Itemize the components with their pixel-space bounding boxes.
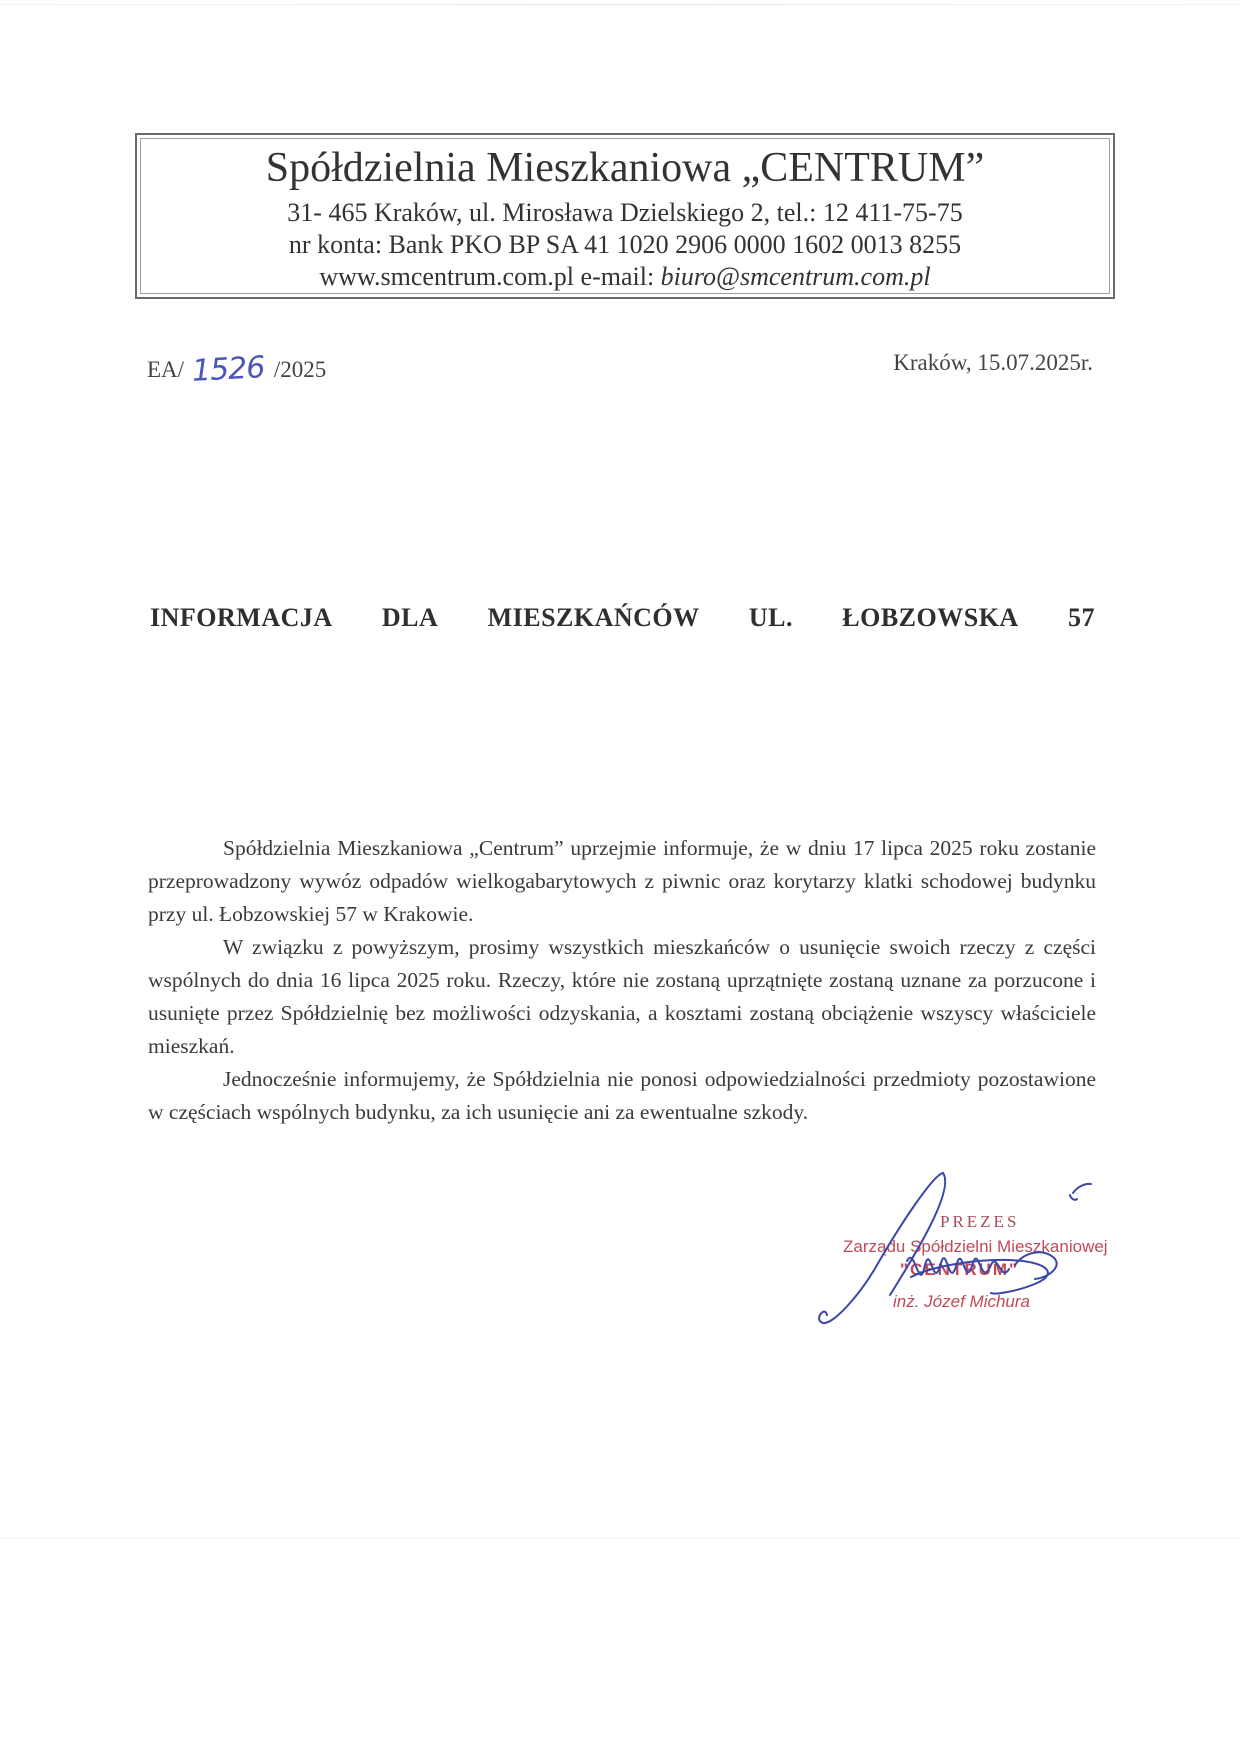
document-heading (150, 603, 1095, 633)
bank-account: nr konta: Bank PKO BP SA 41 1020 2906 0000 1602 0013 8255 (288, 230, 962, 259)
organization-address: 31- 465 Kraków, ul. Mirosława Dzielskiego 2, tel.: 12 411-75-75 (287, 198, 963, 227)
website-link[interactable]: www.smcentrum.com.pl (319, 262, 575, 291)
handwritten-signature (815, 1165, 1135, 1335)
stamp-title: PREZES (940, 1212, 1020, 1231)
body-paragraph: Jednocześnie informujemy, że Spółdzielnia nie ponosi odpowiedzialności przedmioty pozostawione w częściach wspólnych budynku, za ich usunięcie ani za ewentualne szkody. (148, 1067, 1096, 1124)
contact-line (137, 262, 1113, 292)
letterhead (135, 133, 1115, 299)
reference-suffix: /2025 (273, 357, 327, 382)
signature-block (815, 1165, 1135, 1335)
email-link[interactable]: biuro@smcentrum.com.pl (660, 262, 931, 291)
reference-number (147, 350, 327, 389)
body-paragraph: W związku z powyższym, prosimy wszystkich mieszkańców o usunięcie swoich rzeczy z części wspólnych do dnia 16 lipca 2025 roku. Rzeczy, które nie zostaną uprzątnięte zostaną uznane za porzucone i usunięte przez Spółdzielnię bez możliwości odzyskania, a kosztami zostaną obciążenie wszyscy właściciele mieszkań. (148, 935, 1096, 1058)
email-label: e-mail: (580, 262, 655, 291)
handwritten-reference-number: 1526 (190, 350, 266, 389)
reference-prefix: EA/ (147, 357, 185, 382)
stamp-organization: Zarządu Spółdzielni Mieszkaniowej (843, 1237, 1108, 1256)
heading-word: 57 (1067, 603, 1095, 632)
heading-word: INFORMACJA (150, 603, 333, 632)
stamp-organization-short: "CENTRUM" (900, 1260, 1020, 1279)
heading-word: ŁOBZOWSKA (842, 603, 1019, 632)
body-paragraph: Spółdzielnia Mieszkaniowa „Centrum” uprzejmie informuje, że w dniu 17 lipca 2025 roku zostanie przeprowadzony wywóz odpadów wielkogabarytowych z piwnic oraz korytarzy klatki schodowej budynku przy ul. Łobzowskiej 57 w Krakowie. (148, 836, 1096, 926)
organization-name: Spółdzielnia Mieszkaniowa „CENTRUM” (265, 145, 985, 191)
stamp-person-name: inż. Józef Michura (893, 1292, 1030, 1311)
document-date: Kraków, 15.07.2025r. (893, 350, 1093, 375)
heading-word: MIESZKAŃCÓW (487, 603, 700, 632)
scan-edge-bottom (0, 1538, 1240, 1539)
document-body (148, 832, 1096, 1129)
heading-word: DLA (381, 603, 439, 632)
heading-word: UL. (748, 603, 794, 632)
scan-edge-top (0, 4, 1240, 5)
